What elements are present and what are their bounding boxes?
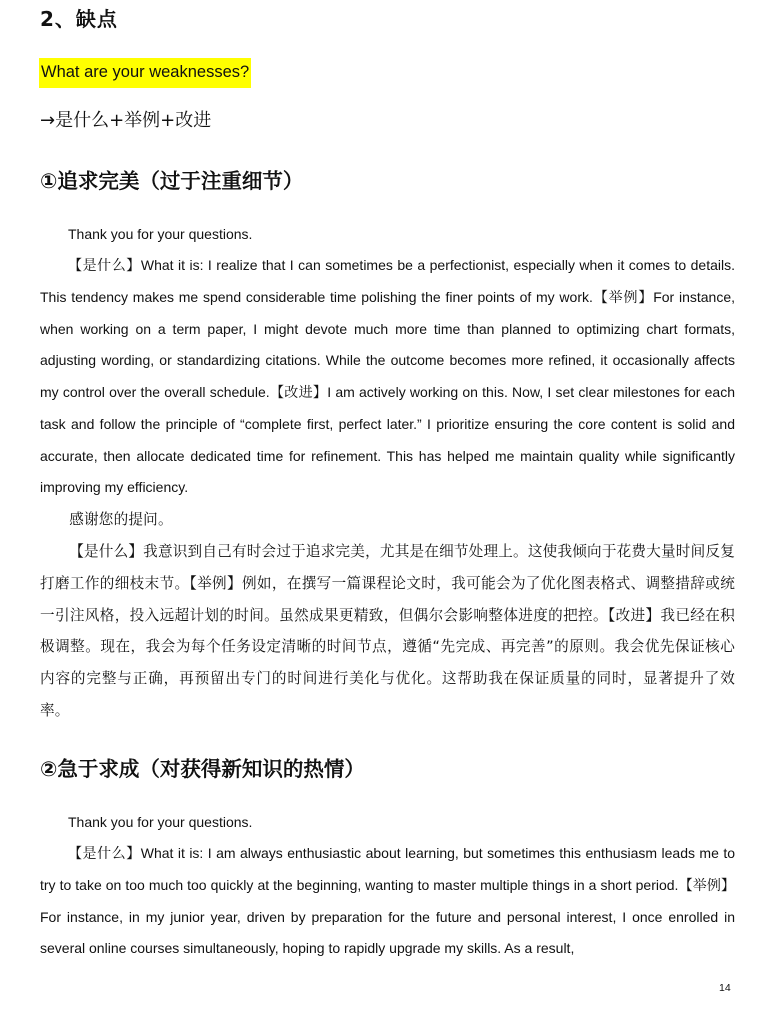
english-greeting: Thank you for your questions. — [68, 814, 253, 830]
section-title: 2、缺点 — [40, 7, 118, 31]
english-answer-paragraph: 【是什么】What it is: I am always enthusiastic about learning, but sometimes this enthusiasm leads me to try to take on too much too quickly at the beginning, wanting to master multiple things in a short period.【举例】For instance, in my junior year, driven by preparation for the future and personal interest, I once enrolled in several online courses simultaneously, hoping to rapidly upgrade my skills. As a result, — [40, 845, 735, 957]
answer-heading-perfectionism: ①追求完美（过于注重细节） — [40, 169, 304, 193]
chinese-answer-paragraph: 【是什么】我意识到自己有时会过于追求完美，尤其是在细节处理上。这使我倾向于花费大量时间反复打磨工作的细枝末节。【举例】例如，在撰写一篇课程论文时，我可能会为了优化图表格式、调整措辞或统一引注风格，投入远超计划的时间。虽然成果更精致，但偶尔会影响整体进度的把控。【改进】我已经在积极调整。现在，我会为每个任务设定清晰的时间节点，遵循“先完成、再完善”的原则。我会优先保证核心内容的完整与正确，再预留出专门的时间进行美化与优化。这帮助我在保证质量的同时，显著提升了效率。 — [40, 543, 735, 719]
english-greeting: Thank you for your questions. — [68, 226, 253, 242]
page-number: 14 — [719, 982, 731, 994]
english-answer-paragraph: 【是什么】What it is: I realize that I can sometimes be a perfectionist, especially when it comes to details. This tendency makes me spend considerable time polishing the finer points of my work.【举例】For instance, when working on a term paper, I might devote much more time than planned to optimizing chart formats, adjusting wording, or standardizing citations. While the outcome becomes more refined, it occasionally affects my control over the overall schedule.【改进】I am actively working on this. Now, I set clear milestones for each task and follow the principle of “complete first, perfect later.” I prioritize ensuring the core content is solid and accurate, then allocate dedicated time for refinement. This has helped me maintain quality while significantly improving my efficiency. — [40, 257, 735, 496]
question-highlight: What are your weaknesses? — [39, 58, 251, 88]
answer-formula: →是什么+举例+改进 — [40, 110, 212, 131]
chinese-greeting: 感谢您的提问。 — [69, 511, 173, 528]
answer-heading-impatience: ②急于求成（对获得新知识的热情） — [40, 757, 365, 781]
